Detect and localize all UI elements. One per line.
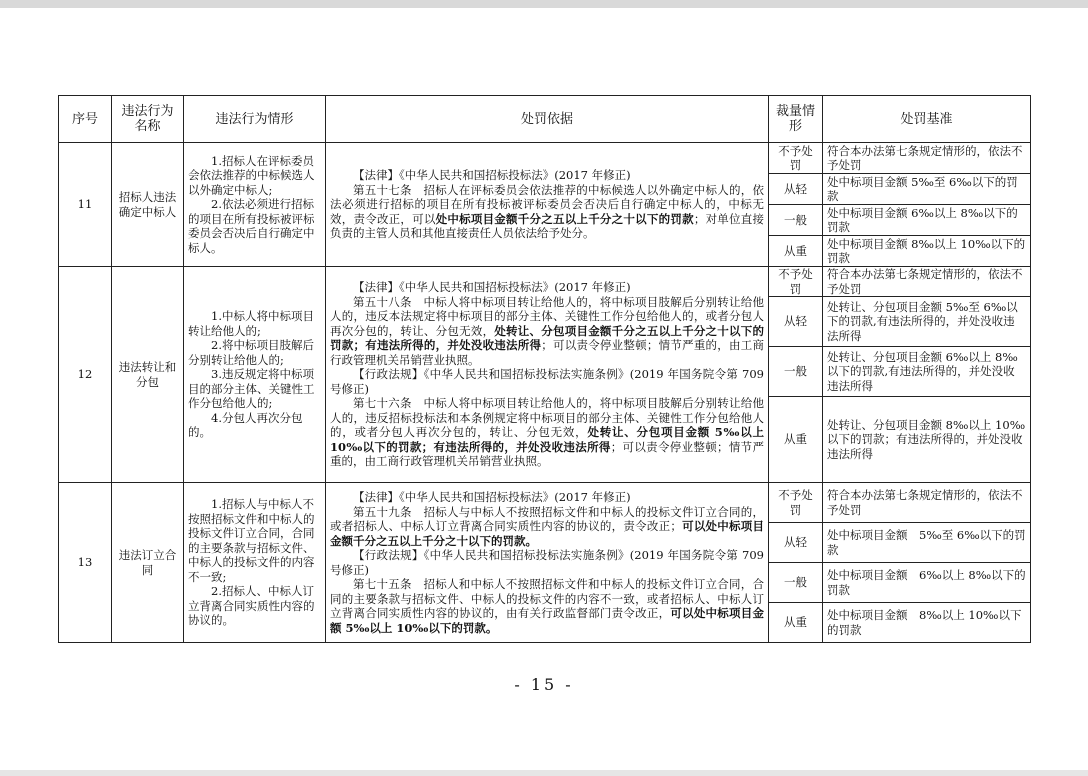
header-seq: 序号 (59, 96, 112, 143)
penalty-standard: 符合本办法第七条规定情形的，依法不予处罚 (823, 143, 1031, 174)
penalty-standard: 处中标项目金额 5‰至 6‰以下的罚款 (823, 523, 1031, 563)
penalty-standard: 处转让、分包项目金额 6‰以上 8‰以下的罚款,有违法所得的，并处没收违法所得 (823, 347, 1031, 397)
discretion-level: 不予处罚 (769, 483, 823, 523)
basis-text: 第七十五条 招标人和中标人不按照招标文件和中标人的投标文件订立合同，合同的主要条款与招标文件、中标人的投标文件的内容不一致，或者招标人、中标人订立背离合同实质性内容的协议的，由有关行政监督部门责令改正， (330, 577, 764, 620)
header-situation: 违法行为情形 (184, 96, 326, 143)
penalty-table (58, 95, 1031, 643)
bottom-scan-band (0, 770, 1088, 776)
table-row (59, 267, 1031, 297)
penalty-standard: 处中标项目金额 8‰以上 10‰以下的罚款 (823, 236, 1031, 267)
penalty-standard: 处转让、分包项目金额 5‰至 6‰以下的罚款,有违法所得的，并处没收违法所得 (823, 297, 1031, 347)
situation-item: 4.分包人再次分包的。 (188, 410, 303, 440)
row-number: 13 (59, 483, 112, 643)
basis-law-title: 【法律】《中华人民共和国招标投标法》(2017 年修正) (353, 490, 631, 504)
violation-name: 违法转让和分包 (112, 267, 184, 483)
header-name: 违法行为名称 (112, 96, 184, 143)
violation-name: 招标人违法确定中标人 (112, 143, 184, 267)
penalty-standard: 处中标项目金额 8‰以上 10‰以下的罚款 (823, 603, 1031, 643)
basis-article (330, 396, 764, 469)
discretion-level: 不予处罚 (769, 267, 823, 297)
page-number: - 15 - (514, 675, 574, 694)
discretion-level: 从轻 (769, 523, 823, 563)
penalty-standard: 处转让、分包项目金额 8‰以上 10‰以下的罚款；有违法所得的，并处没收违法所得 (823, 397, 1031, 483)
table-header-row (59, 96, 1031, 143)
basis-bold-text: 处中标项目金额千分之五以上千分之十以下的罚款 (435, 211, 694, 226)
basis-bold-text: 处转让、分包项目金额千分之五以上千分之十以下的罚款；有违法所得的，并处没收违法所得 (330, 323, 765, 353)
basis-text: ；可以责令停业整顿；情节严重的，由工商行政管理机关吊销营业执照。 (330, 439, 764, 469)
discretion-level: 从重 (769, 397, 823, 483)
situation-item: 3.违反规定将中标项目的部分主体、关键性工作分包给他人的; (188, 367, 315, 411)
basis-bold-text: 可以处中标项目金额千分之五以上千分之十以下的罚款。 (330, 519, 764, 548)
basis-regulation-title: 【行政法规】《中华人民共和国招标投标法实施条例》(2019 年国务院令第 709 号修正) (330, 548, 764, 577)
situation-item: 1.招标人与中标人不按照招标文件和中标人的投标文件订立合同，合同的主要条款与招标文件、中标人的投标文件的内容不一致; (188, 497, 315, 584)
basis-law-title: 【法律】《中华人民共和国招标投标法》(2017 年修正) (353, 168, 631, 183)
basis-text: 第五十七条 招标人在评标委员会依法推荐的中标候选人以外确定中标人的，依法必须进行招标的项目在所有投标被评标委员会否决后自行确定中标人的，中标无效，责令改正，可以 (330, 182, 764, 226)
situation-item: 2.招标人、中标人订立背离合同实质性内容的协议的。 (188, 584, 315, 628)
violation-situation (184, 483, 326, 643)
header-level: 裁量情形 (769, 96, 823, 143)
penalty-standard: 处中标项目金额 6‰以上 8‰以下的罚款 (823, 563, 1031, 603)
discretion-level: 从轻 (769, 297, 823, 347)
basis-text: ；对单位直接负责的主管人员和其他直接责任人员依法给予处分。 (330, 211, 765, 241)
discretion-level: 一般 (769, 563, 823, 603)
basis-bold-text: 处转让、分包项目金额 5‰以上 10‰以下的罚款；有违法所得的，并处没收违法所得 (330, 425, 764, 454)
penalty-standard: 符合本办法第七条规定情形的，依法不予处罚 (823, 267, 1031, 297)
basis-article (330, 183, 764, 241)
discretion-level: 从重 (769, 603, 823, 643)
basis-article (330, 295, 764, 368)
basis-bold-text: 可以处中标项目金额 5‰以上 10‰以下的罚款。 (330, 606, 764, 635)
situation-item: 2.依法必须进行招标的项目在所有投标被评标委员会否决后自行确定中标人。 (188, 197, 315, 255)
discretion-level: 从重 (769, 236, 823, 267)
discretion-level: 从轻 (769, 174, 823, 205)
violation-name: 违法订立合同 (112, 483, 184, 643)
situation-item: 1.中标人将中标项目转让给他人的; (188, 309, 314, 338)
row-number: 12 (59, 267, 112, 483)
discretion-level: 一般 (769, 347, 823, 397)
basis-text: ；可以责令停业整顿；情节严重的，由工商行政管理机关吊销营业执照。 (330, 338, 764, 367)
situation-item: 1.招标人在评标委员会依法推荐的中标候选人以外确定中标人; (188, 153, 315, 197)
basis-text: 第七十六条 中标人将中标项目转让给他人的，将中标项目肢解后分别转让给他人的，违反招标投标法和本条例规定将中标项目的部分主体、关键性工作分包给他人的，或者分包人再次分包的，转让、分包无效， (330, 396, 764, 440)
header-basis: 处罚依据 (326, 96, 769, 143)
table-row (59, 483, 1031, 523)
top-scan-band (0, 0, 1088, 8)
violation-situation (184, 267, 326, 483)
basis-article (330, 577, 764, 635)
violation-situation (184, 143, 326, 267)
situation-item: 2.将中标项目肢解后分别转让给他人的; (188, 338, 314, 367)
penalty-standard: 处中标项目金额 5‰至 6‰以下的罚款 (823, 174, 1031, 205)
discretion-level: 不予处罚 (769, 143, 823, 174)
penalty-standard: 处中标项目金额 6‰以上 8‰以下的罚款 (823, 205, 1031, 236)
penalty-basis (326, 267, 769, 483)
basis-text: 第五十八条 中标人将中标项目转让给他人的，将中标项目肢解后分别转让给他人的，违反本法规定将中标项目的部分主体、关键性工作分包给他人的，或者分包人再次分包的，转让、分包无效， (330, 294, 764, 338)
penalty-basis (326, 483, 769, 643)
discretion-level: 一般 (769, 205, 823, 236)
basis-regulation-title: 【行政法规】《中华人民共和国招标投标法实施条例》(2019 年国务院令第 709 号修正) (330, 367, 764, 396)
penalty-standard: 符合本办法第七条规定情形的，依法不予处罚 (823, 483, 1031, 523)
row-number: 11 (59, 143, 112, 267)
basis-law-title: 【法律】《中华人民共和国招标投标法》(2017 年修正) (353, 280, 631, 295)
basis-text: 第五十九条 招标人与中标人不按照招标文件和中标人的投标文件订立合同的，或者招标人、中标人订立背离合同实质性内容的协议的，责令改正； (330, 504, 764, 533)
basis-article (330, 505, 764, 549)
penalty-basis (326, 143, 769, 267)
header-standard: 处罚基准 (823, 96, 1031, 143)
table-row (59, 143, 1031, 174)
